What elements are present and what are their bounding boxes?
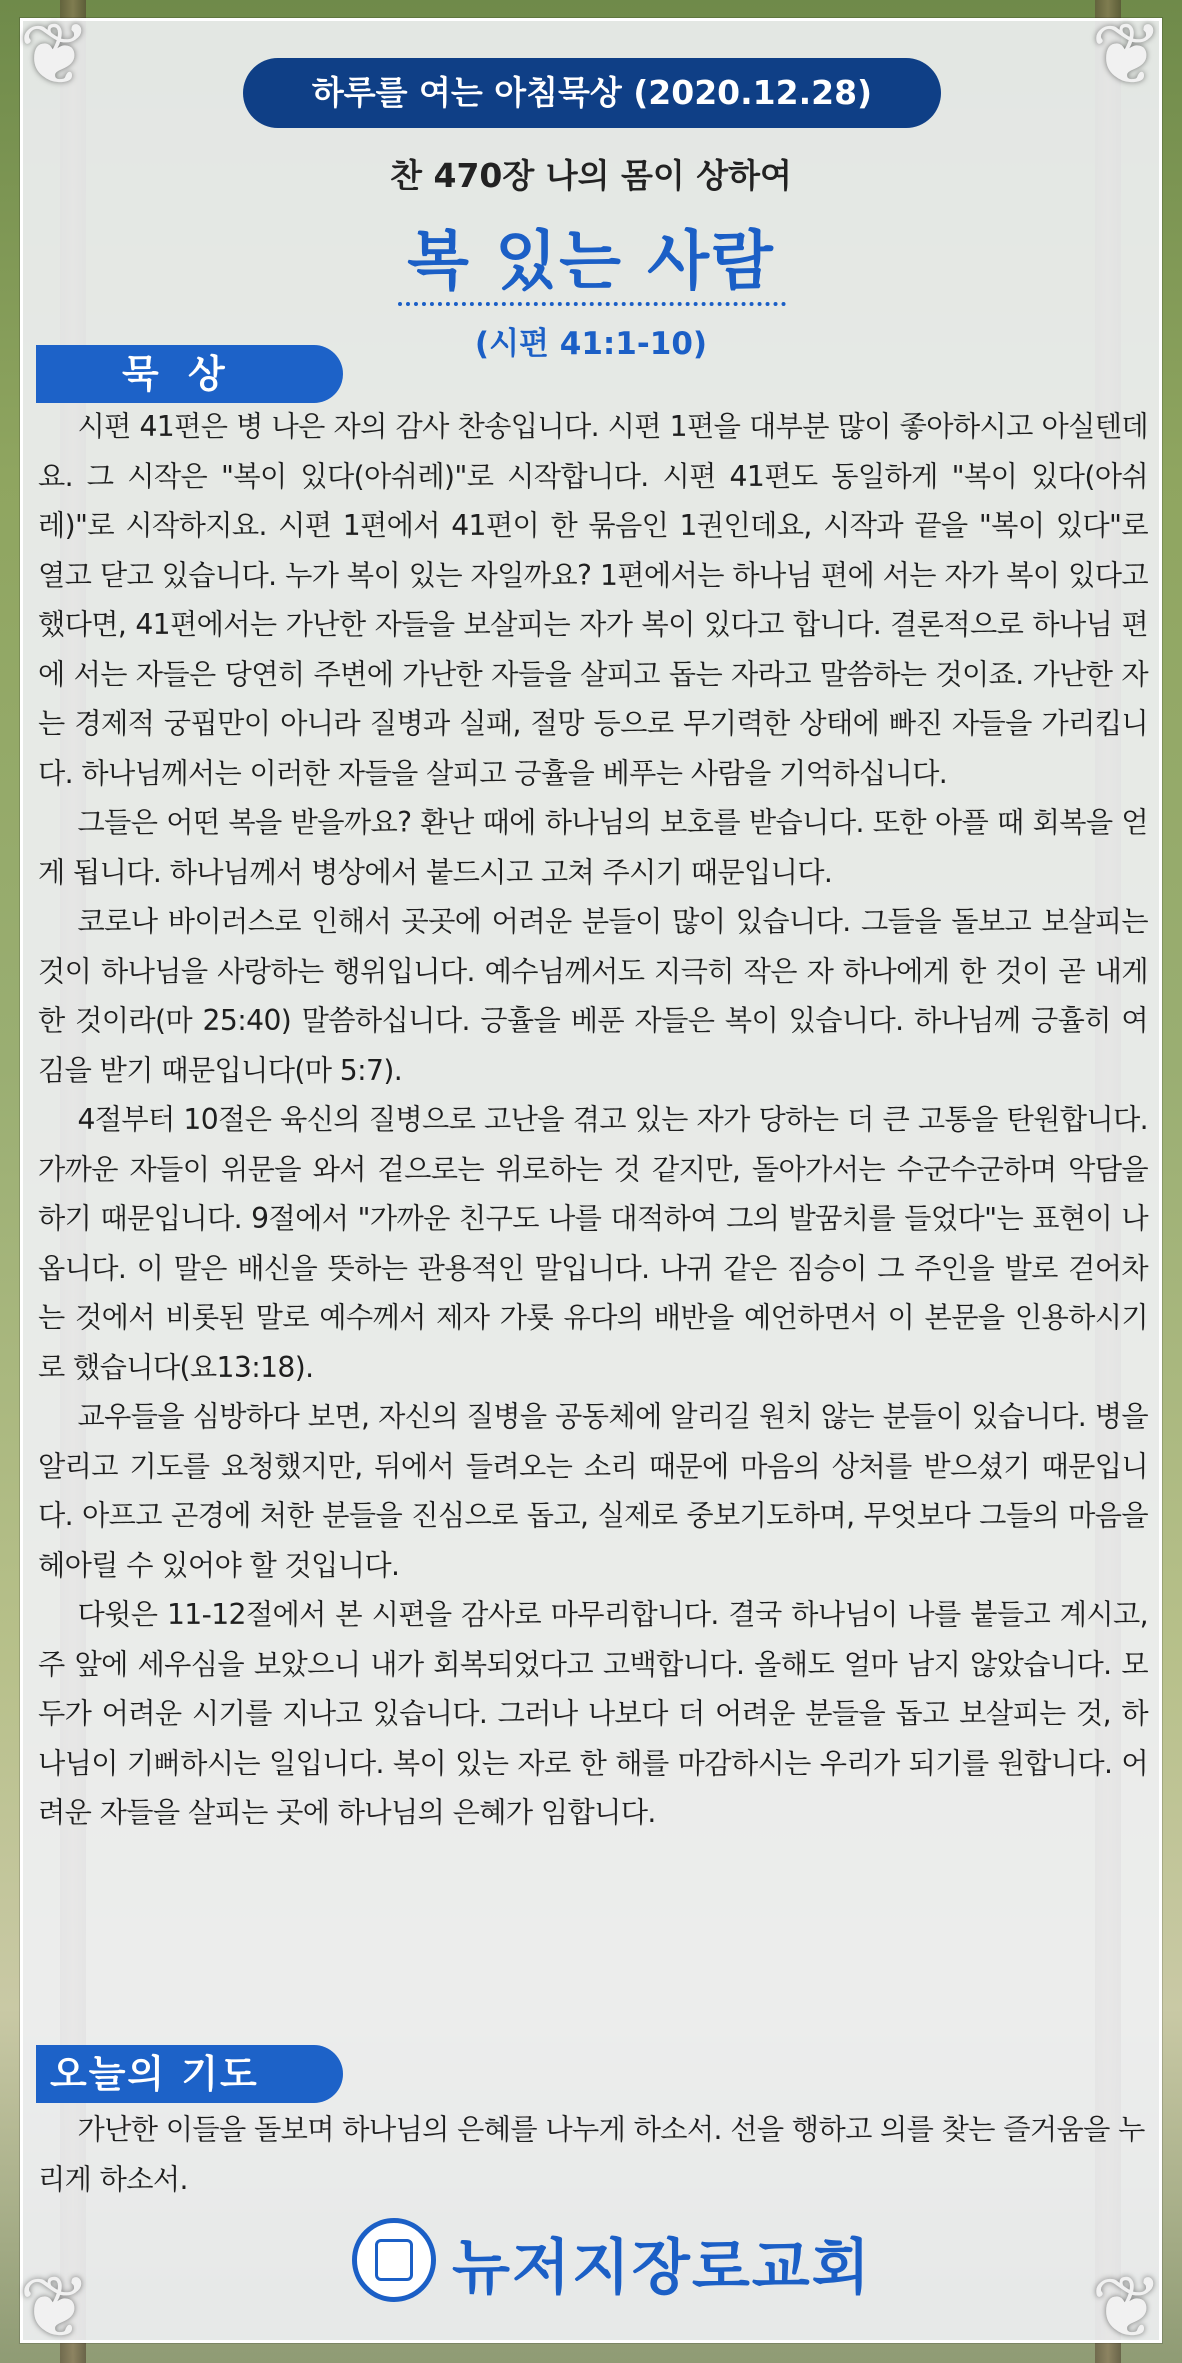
page-title: 복 있는 사람 xyxy=(407,225,775,299)
meditation-paragraph: 시편 41편은 병 나은 자의 감사 찬송입니다. 시편 1편을 대부분 많이 좋아하시고 아실텐데요. 그 시작은 "복이 있다(아쉬레)"로 시작합니다. 시편 41편도 동일하게 "복이 있다(아쉬레)"로 시작하지요. 시편 1편에서 41편이 한 묶음인 1권인데요, 시작과 끝을 "복이 있다"로 열고 닫고 있습니다. 누가 복이 있는 자일까요? 1편에서는 하나님 편에 서는 자가 복이 있다고 했다면, 41편에서는 가난한 자들을 보살피는 자가 복이 있다고 합니다. 결론적으로 하나님 편에 서는 자들은 당연히 주변에 가난한 자들을 살피고 돕는 자라고 말씀하는 것이죠. 가난한 자는 경제적 궁핍만이 아니라 질병과 실패, 절망 등으로 무기력한 상태에 빠진 자들을 가리킵니다. 하나님께서는 이러한 자들을 살피고 긍휼을 베푸는 사람을 기억하십니다. xyxy=(38,410,1148,790)
church-name: 뉴저지장로교회 xyxy=(452,2233,872,2303)
hymn-number: 찬 470장 나의 몸이 상하여 xyxy=(390,156,792,195)
cross-emblem-icon xyxy=(375,2239,413,2281)
prayer-heading: 오늘의 기도 xyxy=(36,2045,343,2103)
meditation-paragraph: 다윗은 11-12절에서 본 시편을 감사로 마무리합니다. 결국 하나님이 나를 붙들고 계시고, 주 앞에 세우심을 보았으니 내가 회복되었다고 고백합니다. 올해도 얼마 남지 않았습니다. 모두가 어려운 시기를 지나고 있습니다. 그러나 나보다 더 어려운 분들을 돕고 보살피는 것, 하나님이 기뻐하시는 일입니다. 복이 있는 자로 한 해를 마감하시는 우리가 되기를 원합니다. 어려운 자들을 살피는 곳에 하나님의 은혜가 임합니다. xyxy=(38,1598,1148,1829)
corner-ornament-icon: ❦ xyxy=(1090,2258,1164,2358)
meditation-paragraph: 코로나 바이러스로 인해서 곳곳에 어려운 분들이 많이 있습니다. 그들을 돌보고 보살피는 것이 하나님을 사랑하는 행위입니다. 예수님께서도 지극히 작은 자 하나에게 한 것이 곧 내게 한 것이라(마 25:40) 말씀하십니다. 긍휼을 베푼 자들은 복이 있습니다. 하나님께 긍휼히 여김을 받기 때문입니다(마 5:7). xyxy=(38,905,1148,1087)
church-logo-icon xyxy=(352,2218,436,2302)
meditation-paragraph: 교우들을 심방하다 보면, 자신의 질병을 공동체에 알리길 원치 않는 분들이 있습니다. 병을 알리고 기도를 요청했지만, 뒤에서 들려오는 소리 때문에 마음의 상처를 받으셨기 때문입니다. 아프고 곤경에 처한 분들을 진심으로 돕고, 실제로 중보기도하며, 무엇보다 그들의 마음을 헤아릴 수 있어야 할 것입니다. xyxy=(38,1400,1148,1582)
meditation-heading: 묵 상 xyxy=(36,345,343,403)
meditation-paragraph: 그들은 어떤 복을 받을까요? 환난 때에 하나님의 보호를 받습니다. 또한 아플 때 회복을 얻게 됩니다. 하나님께서 병상에서 붙드시고 고쳐 주시기 때문입니다. xyxy=(38,806,1148,889)
title-underline xyxy=(398,302,786,306)
corner-ornament-icon: ❦ xyxy=(18,2258,92,2358)
corner-ornament-icon: ❦ xyxy=(18,5,92,105)
scripture-reference: (시편 41:1-10) xyxy=(474,326,708,362)
meditation-paragraph: 4절부터 10절은 육신의 질병으로 고난을 겪고 있는 자가 당하는 더 큰 고통을 탄원합니다. 가까운 자들이 위문을 와서 겉으로는 위로하는 것 같지만, 돌아가서는 수군수군하며 악담을 하기 때문입니다. 9절에서 "가까운 친구도 나를 대적하여 그의 발꿈치를 들었다"는 표현이 나옵니다. 이 말은 배신을 뜻하는 관용적인 말입니다. 나귀 같은 짐승이 그 주인을 발로 걷어차는 것에서 비롯된 말로 예수께서 제자 가룟 유다의 배반을 예언하면서 이 본문을 인용하시기로 했습니다(요13:18). xyxy=(38,1103,1148,1384)
prayer-text: 가난한 이들을 돌보며 하나님의 은혜를 나누게 하소서. 선을 행하고 의를 찾는 즐거움을 누리게 하소서. xyxy=(38,2113,1145,2196)
date-banner: 하루를 여는 아침묵상 (2020.12.28) xyxy=(243,58,941,128)
corner-ornament-icon: ❦ xyxy=(1090,5,1164,105)
meditation-body xyxy=(38,402,1148,1838)
